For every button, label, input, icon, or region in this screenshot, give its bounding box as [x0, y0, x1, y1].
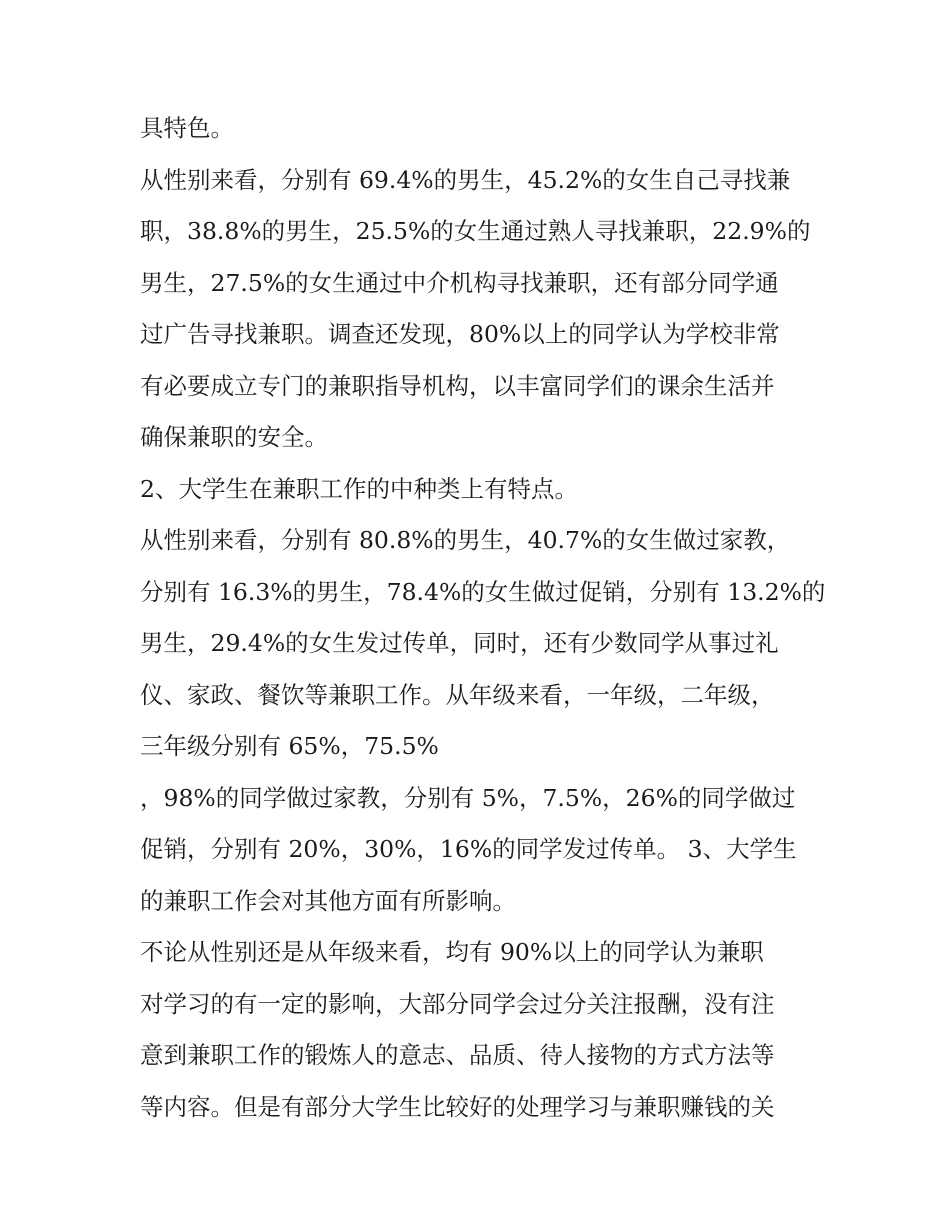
text-line: 具特色。 [140, 114, 234, 142]
text-line: ，98%的同学做过家教，分别有 5%，7.5%，26%的同学做过 [140, 783, 796, 812]
body-text [140, 108, 826, 1138]
text-line: 确保兼职的安全。 [140, 423, 328, 451]
text-line: 过广告寻找兼职。调查还发现，80%以上的同学认为学校非常 [140, 320, 780, 348]
text-line: 仪、家政、餐饮等兼职工作。从年级来看，一年级，二年级， [140, 680, 775, 709]
section-heading: 2、大学生在兼职工作的中种类上有特点。 [140, 474, 578, 503]
text-line: 对学习的有一定的影响，大部分同学会过分关注报酬，没有注 [140, 989, 775, 1018]
text-line: 有必要成立专门的兼职指导机构，以丰富同学们的课余生活并 [140, 371, 775, 400]
text-line: 分别有 16.3%的男生，78.4%的女生做过促销，分别有 13.2%的 [140, 577, 826, 606]
text-line: 不论从性别还是从年级来看，均有 90%以上的同学认为兼职 [140, 938, 764, 966]
text-line: 从性别来看，分别有 80.8%的男生，40.7%的女生做过家教， [140, 526, 791, 554]
text-line: 意到兼职工作的锻炼人的意志、品质、待人接物的方式方法等 [140, 1041, 775, 1069]
text-line: 等内容。但是有部分大学生比较好的处理学习与兼职赚钱的关 [140, 1092, 775, 1121]
text-line: 男生，29.4%的女生发过传单，同时，还有少数同学从事过礼 [140, 629, 779, 657]
text-line: 职，38.8%的男生，25.5%的女生通过熟人寻找兼职，22.9%的 [140, 217, 811, 245]
text-line: 促销，分别有 20%，30%，16%的同学发过传单。 3、大学生 [140, 835, 797, 863]
text-line: 的兼职工作会对其他方面有所影响。 [140, 886, 516, 915]
text-line: 从性别来看，分别有 69.4%的男生，45.2%的女生自己寻找兼 [140, 165, 791, 194]
text-line: 三年级分别有 65%，75.5% [140, 732, 439, 760]
text-line: 男生，27.5%的女生通过中介机构寻找兼职，还有部分同学通 [140, 268, 779, 297]
